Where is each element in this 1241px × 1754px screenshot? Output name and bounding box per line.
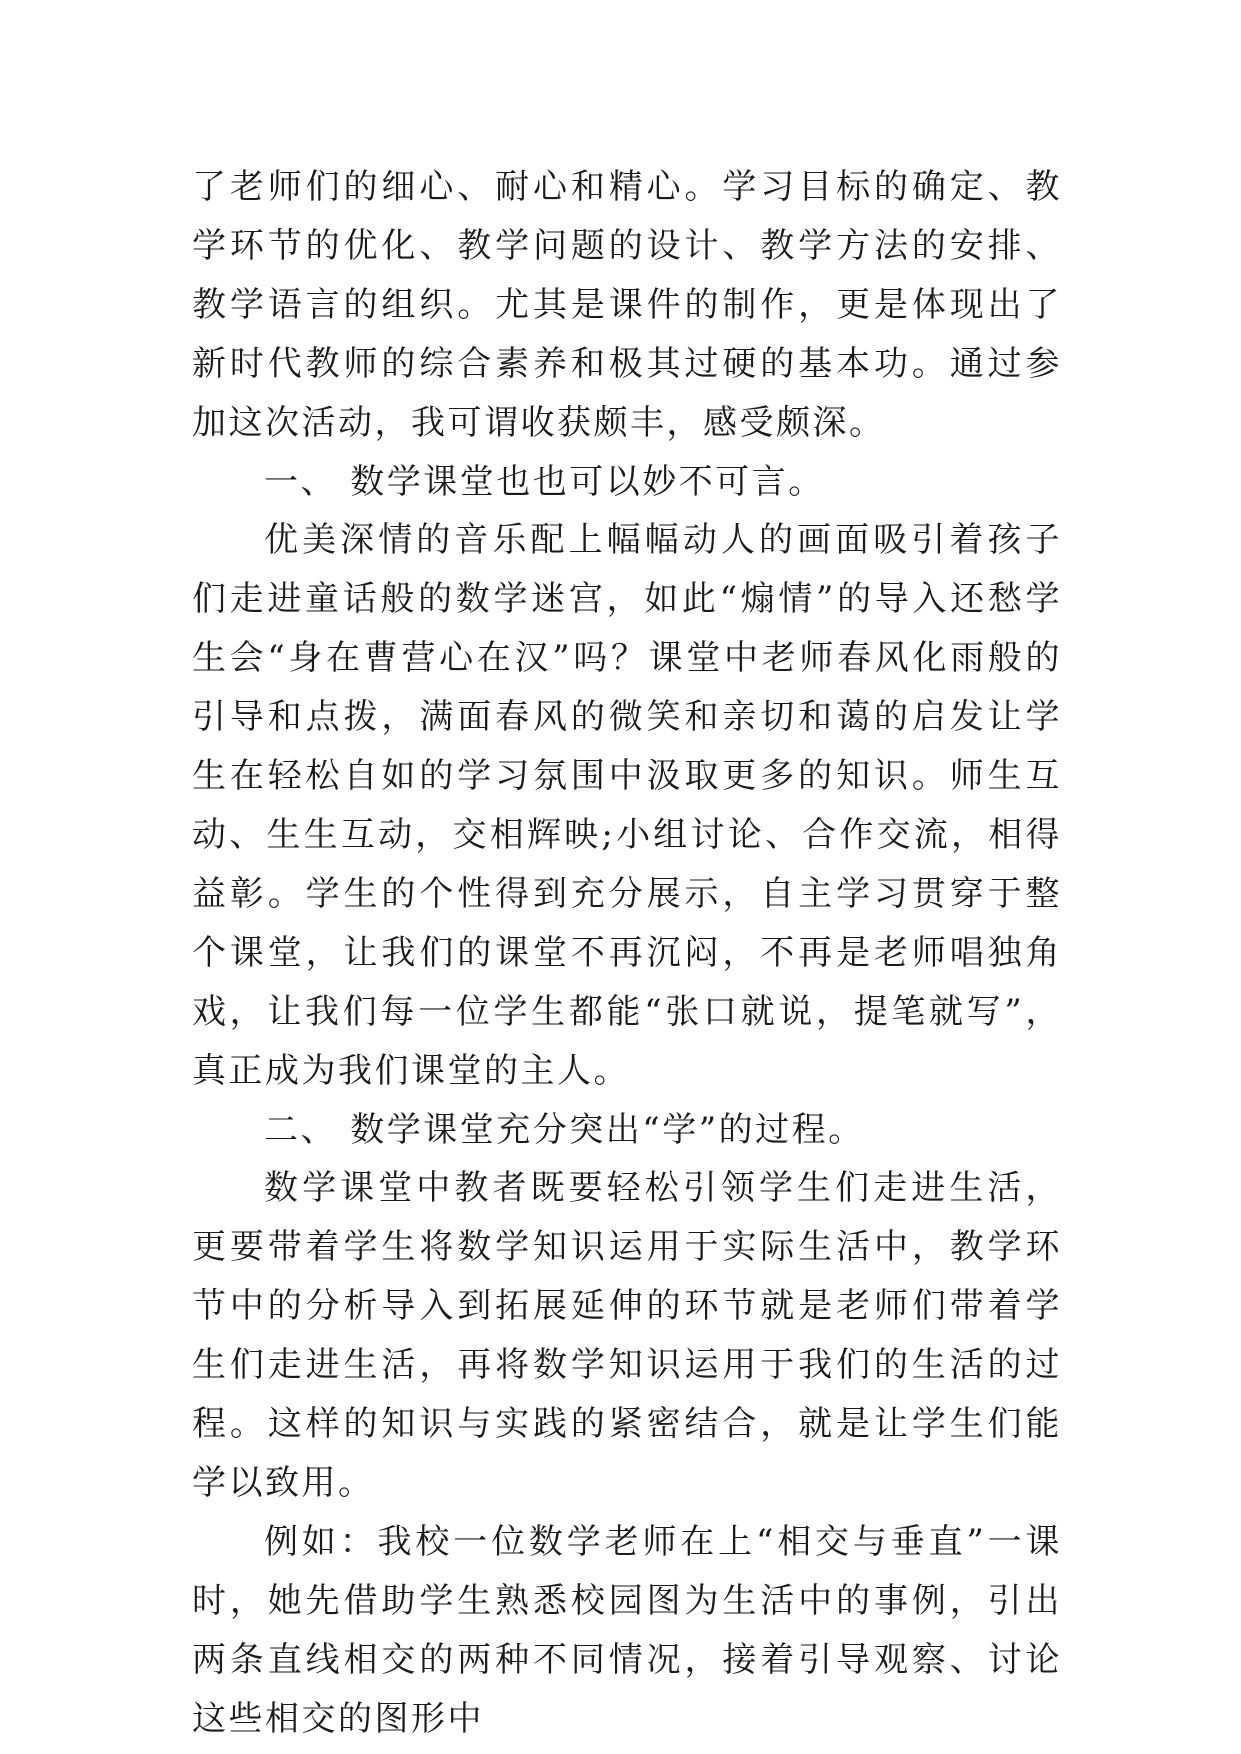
document-page — [192, 158, 1062, 1748]
section-heading-one: 一、 数学课堂也也可以妙不可言。 — [264, 461, 825, 502]
paragraph-classroom-atmosphere: 优美深情的音乐配上幅幅动人的画面吸引着孩子们走进童话般的数学迷宫，如此“煽情”的导入还愁学生会“身在曹营心在汉”吗？课堂中老师春风化雨般的引导和点拨，满面春风的微笑和亲切和蔼的启发让学生在轻松自如的学习氛围中汲取更多的知识。师生互动、生生互动，交相辉映;小组讨论、合作交流，相得益彰。学生的个性得到充分展示，自主学习贯穿于整个课堂，让我们的课堂不再沉闷，不再是老师唱独角戏，让我们每一位学生都能“张口就说，提笔就写”，真正成为我们课堂的主人。 — [192, 520, 1062, 1091]
paragraph-example: 例如：我校一位数学老师在上“相交与垂直”一课时，她先借助学生熟悉校园图为生活中的事例，引出两条直线相交的两种不同情况，接着引导观察、讨论这些相交的图形中 — [192, 1521, 1062, 1739]
paragraph-continuation: 了老师们的细心、耐心和精心。学习目标的确定、教学环节的优化、教学问题的设计、教学方法的安排、教学语言的组织。尤其是课件的制作，更是体现出了新时代教师的综合素养和极其过硬的基本功。通过参加这次活动，我可谓收获颇丰，感受颇深。 — [192, 167, 1062, 443]
paragraph-learning-process: 数学课堂中教者既要轻松引领学生们走进生活，更要带着学生将数学知识运用于实际生活中，教学环节中的分析导入到拓展延伸的环节就是老师们带着学生们走进生活，再将数学知识运用于我们的生活的过程。这样的知识与实践的紧密结合，就是让学生们能学以致用。 — [192, 1168, 1062, 1503]
section-heading-two: 二、 数学课堂充分突出“学”的过程。 — [264, 1109, 865, 1150]
